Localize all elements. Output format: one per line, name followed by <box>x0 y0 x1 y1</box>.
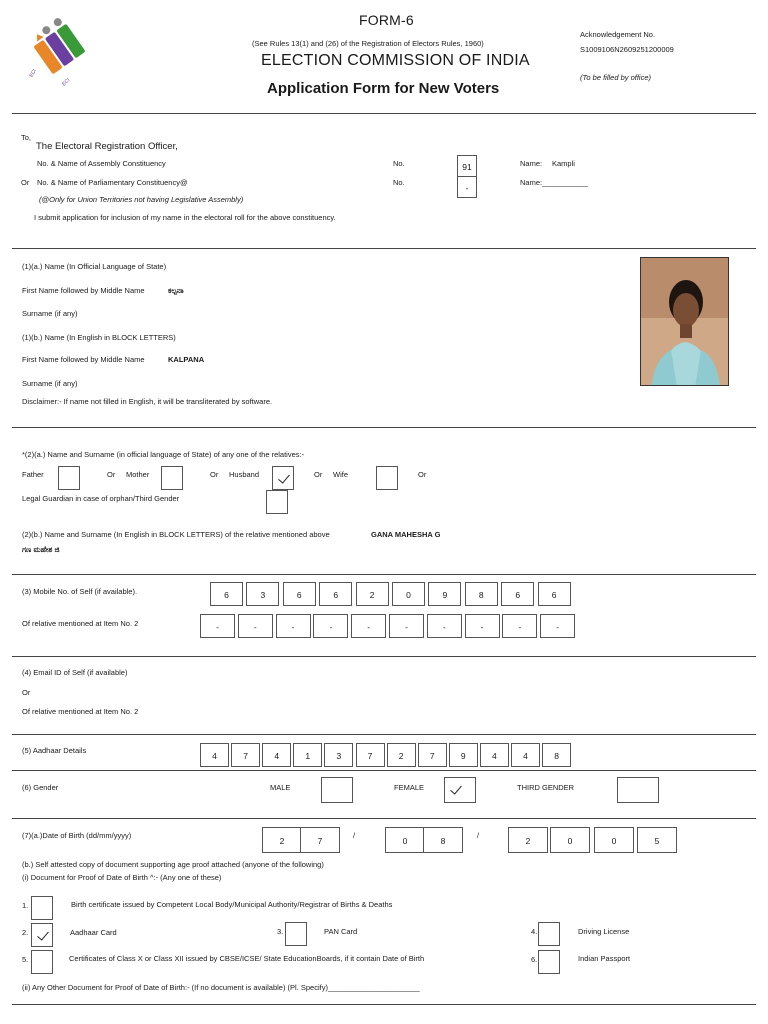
mobile-digit-box[interactable]: 0 <box>392 582 425 606</box>
dob-digit-box[interactable]: 8 <box>423 827 463 853</box>
acknowledgement-number: S1009106N2609251200009 <box>580 45 674 54</box>
doc-number: 4. <box>531 927 538 936</box>
dob-separator: / <box>353 831 356 840</box>
mobile-digit-box[interactable]: 9 <box>428 582 461 606</box>
divider <box>12 770 756 771</box>
pan-card-label: PAN Card <box>324 927 358 936</box>
first-name-local-label: First Name followed by Middle Name <box>22 286 145 295</box>
form-title: Application Form for New Voters <box>267 80 500 97</box>
commission-name: ELECTION COMMISSION OF INDIA <box>261 52 530 69</box>
dob-digit-box[interactable]: 0 <box>594 827 634 853</box>
first-name-english-label: First Name followed by Middle Name <box>22 355 145 364</box>
male-checkbox[interactable] <box>321 777 353 803</box>
relative-mobile-digit-box[interactable]: - <box>502 614 537 638</box>
aadhaar-digit-box[interactable]: 1 <box>293 743 322 767</box>
mobile-digit-box[interactable]: 6 <box>501 582 534 606</box>
female-label: FEMALE <box>394 783 425 792</box>
officer-title: The Electoral Registration Officer, <box>36 141 178 152</box>
name-english-title: (1)(b.) Name (In English in BLOCK LETTERS) <box>22 333 176 342</box>
mobile-digit-box[interactable]: 6 <box>210 582 243 606</box>
dob-separator: / <box>477 831 480 840</box>
doc-number: 1. <box>22 901 29 910</box>
email-relative-label: Of relative mentioned at Item No. 2 <box>22 707 139 716</box>
aadhaar-digit-box[interactable]: 7 <box>356 743 385 767</box>
divider <box>12 248 756 249</box>
aadhaar-digit-box[interactable]: 7 <box>418 743 447 767</box>
dob-proof-title: (i) Document for Proof of Date of Birth ^:- (Any one of these) <box>22 873 222 882</box>
relative-mobile-digit-box[interactable]: - <box>389 614 424 638</box>
school-certificate-checkbox[interactable] <box>31 950 53 974</box>
doc-number: 5. <box>22 955 29 964</box>
submit-statement: I submit application for inclusion of my name in the electoral roll for the above constituency. <box>34 213 336 222</box>
doc-number: 2. <box>22 928 29 937</box>
rules-reference: (See Rules 13(1) and (26) of the Registration of Electors Rules, 1960) <box>252 39 484 48</box>
parliament-name-label: Name:___________ <box>520 178 588 187</box>
guardian-label: Legal Guardian in case of orphan/Third Gender <box>22 494 180 503</box>
to-label: To, <box>21 133 32 142</box>
dob-digit-box[interactable]: 0 <box>385 827 425 853</box>
female-checkbox[interactable] <box>444 777 476 803</box>
divider <box>12 574 756 575</box>
dob-digit-box[interactable]: 7 <box>300 827 340 853</box>
or-label: Or <box>418 470 427 479</box>
father-checkbox[interactable] <box>58 466 80 490</box>
or-label: Or <box>21 178 30 187</box>
or-label: Or <box>314 470 323 479</box>
passport-label: Indian Passport <box>578 954 631 963</box>
or-label: Or <box>22 688 31 697</box>
aadhaar-digit-box[interactable]: 9 <box>449 743 478 767</box>
assembly-name-value: Kampli <box>552 159 575 168</box>
doc-number: 6. <box>531 955 538 964</box>
relative-english-title: (2)(b.) Name and Surname (In English in BLOCK LETTERS) of the relative mentioned above <box>22 530 330 539</box>
gender-label: (6) Gender <box>22 783 59 792</box>
relative-mobile-digit-box[interactable]: - <box>200 614 235 638</box>
pan-card-checkbox[interactable] <box>285 922 307 946</box>
mother-label: Mother <box>126 470 150 479</box>
mobile-digit-box[interactable]: 6 <box>319 582 352 606</box>
dob-digit-box[interactable]: 2 <box>508 827 548 853</box>
mobile-digit-box[interactable]: 8 <box>465 582 498 606</box>
mother-checkbox[interactable] <box>161 466 183 490</box>
dob-digit-box[interactable]: 5 <box>637 827 677 853</box>
acknowledgement-label: Acknowledgement No. <box>580 30 656 39</box>
birth-certificate-label: Birth certificate issued by Competent Local Body/Municipal Authority/Registrar of Births & Deaths <box>71 900 393 909</box>
relative-english-value: GANA MAHESHA G <box>371 530 441 539</box>
parliament-no-label: No. <box>393 178 405 187</box>
assembly-no-label: No. <box>393 159 405 168</box>
mobile-digit-box[interactable]: 6 <box>283 582 316 606</box>
mobile-digit-box[interactable]: 3 <box>246 582 279 606</box>
aadhaar-digit-box[interactable]: 3 <box>324 743 353 767</box>
or-label: Or <box>210 470 219 479</box>
doc-number: 3. <box>277 927 284 936</box>
assembly-label: No. & Name of Assembly Constituency <box>37 159 166 168</box>
relative-mobile-digit-box[interactable]: - <box>351 614 386 638</box>
applicant-photo <box>640 257 729 386</box>
dob-label: (7)(a.)Date of Birth (dd/mm/yyyy) <box>22 831 132 840</box>
mobile-digit-box[interactable]: 6 <box>538 582 571 606</box>
acknowledgement-note: (To be filled by office) <box>580 73 652 82</box>
relative-mobile-digit-box[interactable]: - <box>427 614 462 638</box>
aadhaar-digit-box[interactable]: 7 <box>231 743 260 767</box>
mobile-self-label: (3) Mobile No. of Self (if available). <box>22 587 138 596</box>
divider <box>12 656 756 657</box>
driving-license-label: Driving License <box>578 927 630 936</box>
divider <box>12 427 756 428</box>
other-document-label: (ii) Any Other Document for Proof of Date of Birth:- (If no document is available) (Pl. Specify)______________________ <box>22 983 420 992</box>
aadhaar-digit-box[interactable]: 4 <box>262 743 291 767</box>
parliament-label: No. & Name of Parliamentary Constituency@ <box>37 178 188 187</box>
father-label: Father <box>22 470 44 479</box>
divider <box>12 113 756 114</box>
wife-checkbox[interactable] <box>376 466 398 490</box>
birth-certificate-checkbox[interactable] <box>31 896 53 920</box>
relative-local-value: ಗಣ ಮಹೇಶ ಜಿ <box>22 545 60 554</box>
divider <box>12 818 756 819</box>
form-number: FORM-6 <box>359 12 414 28</box>
or-label: Or <box>107 470 116 479</box>
relative-mobile-digit-box[interactable]: - <box>313 614 348 638</box>
svg-text:ECI: ECI <box>61 77 72 88</box>
relative-mobile-digit-box[interactable]: - <box>276 614 311 638</box>
aadhaar-label: (5) Aadhaar Details <box>22 746 87 755</box>
passport-checkbox[interactable] <box>538 950 560 974</box>
relative-mobile-digit-box[interactable]: - <box>238 614 273 638</box>
divider <box>12 734 756 735</box>
age-proof-title: (b.) Self attested copy of document supporting age proof attached (anyone of the following) <box>22 860 324 869</box>
aadhaar-digit-box[interactable]: 2 <box>387 743 416 767</box>
svg-text:ECI: ECI <box>28 68 38 79</box>
mobile-relative-label: Of relative mentioned at Item No. 2 <box>22 619 139 628</box>
first-name-english-value: KALPANA <box>168 355 205 364</box>
aadhaar-digit-box[interactable]: 8 <box>542 743 571 767</box>
guardian-checkbox[interactable] <box>266 490 288 514</box>
third-gender-checkbox[interactable] <box>617 777 659 803</box>
dob-digit-box[interactable]: 0 <box>550 827 590 853</box>
divider <box>12 1004 756 1005</box>
husband-label: Husband <box>229 470 260 479</box>
assembly-number-field[interactable]: 91 <box>457 155 477 177</box>
name-local-title: (1)(a.) Name (In Official Language of State) <box>22 262 167 271</box>
surname-local-label: Surname (if any) <box>22 309 78 318</box>
male-label: MALE <box>270 783 291 792</box>
assembly-name-label: Name: <box>520 159 543 168</box>
relative-local-title: *(2)(a.) Name and Surname (in official language of State) of any one of the relatives:- <box>22 450 305 459</box>
eci-logo-icon <box>24 14 104 90</box>
aadhaar-card-label: Aadhaar Card <box>70 928 117 937</box>
third-gender-label: THIRD GENDER <box>517 783 575 792</box>
first-name-local-value: ಕಲ್ಪನಾ <box>168 286 184 295</box>
aadhaar-digit-box[interactable]: 4 <box>200 743 229 767</box>
relative-mobile-digit-box[interactable]: - <box>540 614 575 638</box>
aadhaar-card-checkbox[interactable] <box>31 923 53 947</box>
parliament-number-field[interactable]: - <box>457 176 477 198</box>
wife-label: Wife <box>333 470 348 479</box>
school-certificate-label: Certificates of Class X or Class XII issued by CBSE/ICSE/ State EducationBoards, if it contain Date of Birth <box>69 954 425 963</box>
relative-mobile-digit-box[interactable]: - <box>465 614 500 638</box>
mobile-digit-box[interactable]: 2 <box>356 582 389 606</box>
dob-digit-box[interactable]: 2 <box>262 827 302 853</box>
name-disclaimer: Disclaimer:- If name not filled in English, it will be transliterated by software. <box>22 397 273 406</box>
husband-checkbox[interactable] <box>272 466 294 490</box>
ut-note: (@Only for Union Territories not having Legislative Assembly) <box>39 195 244 204</box>
aadhaar-digit-box[interactable]: 4 <box>480 743 509 767</box>
surname-english-label: Surname (if any) <box>22 379 78 388</box>
email-self-label: (4) Email ID of Self (if available) <box>22 668 128 677</box>
aadhaar-digit-box[interactable]: 4 <box>511 743 540 767</box>
driving-license-checkbox[interactable] <box>538 922 560 946</box>
